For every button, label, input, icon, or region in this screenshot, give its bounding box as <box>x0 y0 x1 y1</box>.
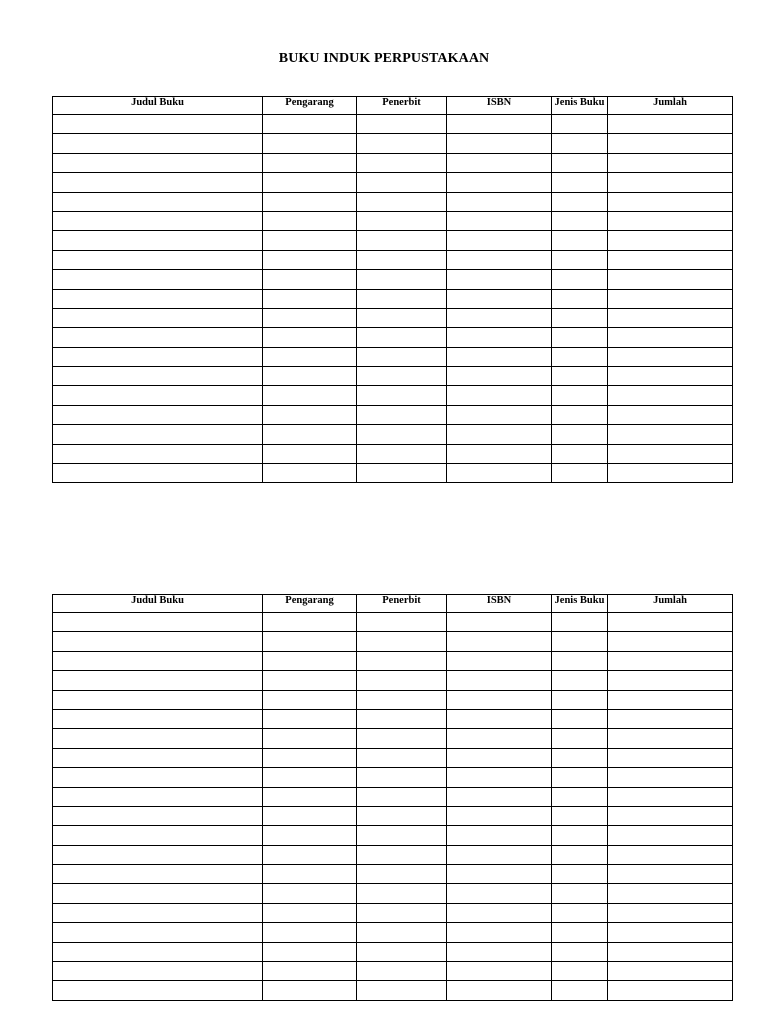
table-cell-penerbit <box>357 386 447 405</box>
column-header-judul-buku: Judul Buku <box>53 97 263 115</box>
table-cell-jenis-buku <box>552 153 608 172</box>
table-row <box>53 884 733 903</box>
table-cell-pengarang <box>263 845 357 864</box>
table-row <box>53 729 733 748</box>
table-cell-isbn <box>447 231 552 250</box>
table-cell-jenis-buku <box>552 729 608 748</box>
table-row <box>53 405 733 424</box>
table-cell-jumlah <box>608 464 733 483</box>
table-row <box>53 942 733 961</box>
table-cell-pengarang <box>263 386 357 405</box>
table-cell-judul-buku <box>53 690 263 709</box>
table-cell-isbn <box>447 250 552 269</box>
table-cell-isbn <box>447 632 552 651</box>
table-cell-isbn <box>447 865 552 884</box>
table-cell-pengarang <box>263 231 357 250</box>
table-cell-isbn <box>447 270 552 289</box>
table-cell-jenis-buku <box>552 613 608 632</box>
table-cell-jenis-buku <box>552 173 608 192</box>
table-cell-jumlah <box>608 405 733 424</box>
table-cell-penerbit <box>357 308 447 327</box>
table-cell-pengarang <box>263 768 357 787</box>
table-cell-pengarang <box>263 942 357 961</box>
column-header-jenis-buku: Jenis Buku <box>552 595 608 613</box>
table-cell-penerbit <box>357 748 447 767</box>
table-cell-judul-buku <box>53 729 263 748</box>
table-cell-isbn <box>447 386 552 405</box>
table-row <box>53 806 733 825</box>
table-cell-isbn <box>447 444 552 463</box>
column-header-jumlah: Jumlah <box>608 595 733 613</box>
table-cell-judul-buku <box>53 134 263 153</box>
table-cell-jumlah <box>608 806 733 825</box>
table-cell-judul-buku <box>53 405 263 424</box>
table-row <box>53 748 733 767</box>
table-cell-jenis-buku <box>552 211 608 230</box>
table-cell-isbn <box>447 289 552 308</box>
table-cell-jumlah <box>608 613 733 632</box>
table-cell-jumlah <box>608 270 733 289</box>
table-cell-jenis-buku <box>552 115 608 134</box>
table-cell-isbn <box>447 651 552 670</box>
table-cell-pengarang <box>263 884 357 903</box>
table-cell-isbn <box>447 826 552 845</box>
table-cell-judul-buku <box>53 115 263 134</box>
table-cell-judul-buku <box>53 845 263 864</box>
table-cell-isbn <box>447 962 552 981</box>
table-cell-penerbit <box>357 884 447 903</box>
table-row <box>53 632 733 651</box>
table-cell-pengarang <box>263 671 357 690</box>
table-cell-pengarang <box>263 981 357 1000</box>
table-cell-isbn <box>447 115 552 134</box>
table-row <box>53 328 733 347</box>
table-row <box>53 981 733 1000</box>
table-cell-pengarang <box>263 425 357 444</box>
table-cell-jumlah <box>608 192 733 211</box>
table-cell-judul-buku <box>53 308 263 327</box>
table-cell-jumlah <box>608 884 733 903</box>
table-cell-penerbit <box>357 923 447 942</box>
column-header-jumlah: Jumlah <box>608 97 733 115</box>
table-cell-pengarang <box>263 192 357 211</box>
table-row <box>53 709 733 728</box>
table-cell-pengarang <box>263 347 357 366</box>
table-cell-jumlah <box>608 962 733 981</box>
table-cell-judul-buku <box>53 231 263 250</box>
table-cell-pengarang <box>263 826 357 845</box>
table-cell-penerbit <box>357 768 447 787</box>
table-cell-penerbit <box>357 709 447 728</box>
table-cell-pengarang <box>263 308 357 327</box>
table-cell-judul-buku <box>53 903 263 922</box>
table-cell-jumlah <box>608 250 733 269</box>
table-row <box>53 386 733 405</box>
table-cell-isbn <box>447 981 552 1000</box>
table-cell-penerbit <box>357 903 447 922</box>
table-cell-pengarang <box>263 250 357 269</box>
table-cell-pengarang <box>263 211 357 230</box>
table-cell-jumlah <box>608 942 733 961</box>
table-cell-jenis-buku <box>552 464 608 483</box>
table-cell-judul-buku <box>53 289 263 308</box>
table-cell-penerbit <box>357 270 447 289</box>
table-row <box>53 289 733 308</box>
table-cell-penerbit <box>357 134 447 153</box>
table-row <box>53 464 733 483</box>
table-cell-isbn <box>447 884 552 903</box>
column-header-judul-buku: Judul Buku <box>53 595 263 613</box>
table-row <box>53 690 733 709</box>
table-cell-jenis-buku <box>552 962 608 981</box>
table-cell-pengarang <box>263 923 357 942</box>
table-row <box>53 192 733 211</box>
table-cell-judul-buku <box>53 787 263 806</box>
table-cell-isbn <box>447 787 552 806</box>
table-cell-jumlah <box>608 115 733 134</box>
table-cell-penerbit <box>357 671 447 690</box>
table-cell-pengarang <box>263 173 357 192</box>
table-body <box>53 613 733 1001</box>
table-cell-judul-buku <box>53 962 263 981</box>
table-cell-judul-buku <box>53 153 263 172</box>
table-cell-isbn <box>447 748 552 767</box>
table-cell-penerbit <box>357 347 447 366</box>
table-cell-jenis-buku <box>552 134 608 153</box>
table-cell-pengarang <box>263 729 357 748</box>
table-cell-jenis-buku <box>552 826 608 845</box>
table-cell-judul-buku <box>53 826 263 845</box>
table-cell-jumlah <box>608 289 733 308</box>
table-cell-penerbit <box>357 289 447 308</box>
table-cell-pengarang <box>263 153 357 172</box>
table-cell-jenis-buku <box>552 250 608 269</box>
column-header-jenis-buku: Jenis Buku <box>552 97 608 115</box>
table-cell-isbn <box>447 903 552 922</box>
table-body <box>53 115 733 483</box>
table-row <box>53 444 733 463</box>
table-cell-jumlah <box>608 153 733 172</box>
table-cell-pengarang <box>263 367 357 386</box>
table-row <box>53 153 733 172</box>
table-row <box>53 923 733 942</box>
table-cell-jenis-buku <box>552 690 608 709</box>
table-cell-jenis-buku <box>552 289 608 308</box>
table-cell-isbn <box>447 367 552 386</box>
table-cell-penerbit <box>357 962 447 981</box>
table-cell-pengarang <box>263 405 357 424</box>
table-row <box>53 651 733 670</box>
table-cell-isbn <box>447 153 552 172</box>
table-cell-jenis-buku <box>552 787 608 806</box>
book-ledger-table <box>52 96 733 483</box>
table-cell-jumlah <box>608 632 733 651</box>
table-cell-jumlah <box>608 729 733 748</box>
table-cell-jumlah <box>608 903 733 922</box>
table-cell-jenis-buku <box>552 347 608 366</box>
table-cell-penerbit <box>357 981 447 1000</box>
table-cell-jenis-buku <box>552 865 608 884</box>
column-header-pengarang: Pengarang <box>263 97 357 115</box>
table-cell-jenis-buku <box>552 942 608 961</box>
table-cell-isbn <box>447 211 552 230</box>
table-header-row <box>53 595 733 613</box>
table-cell-penerbit <box>357 845 447 864</box>
table-cell-penerbit <box>357 632 447 651</box>
table-cell-jumlah <box>608 328 733 347</box>
table-cell-judul-buku <box>53 981 263 1000</box>
table-cell-isbn <box>447 464 552 483</box>
table-cell-jumlah <box>608 651 733 670</box>
table-cell-isbn <box>447 134 552 153</box>
table-cell-judul-buku <box>53 942 263 961</box>
table-row <box>53 347 733 366</box>
table-cell-jumlah <box>608 425 733 444</box>
table-cell-judul-buku <box>53 270 263 289</box>
table-cell-pengarang <box>263 270 357 289</box>
table-cell-isbn <box>447 405 552 424</box>
table-row <box>53 173 733 192</box>
table-cell-penerbit <box>357 865 447 884</box>
table-cell-penerbit <box>357 367 447 386</box>
table-cell-jumlah <box>608 768 733 787</box>
table-cell-judul-buku <box>53 425 263 444</box>
table-cell-jumlah <box>608 671 733 690</box>
table-cell-penerbit <box>357 787 447 806</box>
table-cell-jumlah <box>608 787 733 806</box>
table-cell-judul-buku <box>53 250 263 269</box>
table-cell-penerbit <box>357 651 447 670</box>
table-cell-jumlah <box>608 845 733 864</box>
table-cell-jenis-buku <box>552 806 608 825</box>
table-cell-jenis-buku <box>552 845 608 864</box>
table-cell-jenis-buku <box>552 328 608 347</box>
table-cell-pengarang <box>263 651 357 670</box>
table-cell-isbn <box>447 308 552 327</box>
table-cell-judul-buku <box>53 923 263 942</box>
table-cell-judul-buku <box>53 173 263 192</box>
column-header-penerbit: Penerbit <box>357 97 447 115</box>
table-cell-isbn <box>447 328 552 347</box>
table-cell-jumlah <box>608 231 733 250</box>
table-cell-isbn <box>447 709 552 728</box>
table-cell-pengarang <box>263 748 357 767</box>
table-cell-jenis-buku <box>552 709 608 728</box>
table-cell-penerbit <box>357 425 447 444</box>
table-cell-jenis-buku <box>552 632 608 651</box>
table-cell-pengarang <box>263 115 357 134</box>
table-cell-isbn <box>447 845 552 864</box>
table-cell-isbn <box>447 806 552 825</box>
table-row <box>53 367 733 386</box>
table-cell-penerbit <box>357 729 447 748</box>
table-cell-jenis-buku <box>552 923 608 942</box>
table-row <box>53 425 733 444</box>
table-cell-pengarang <box>263 632 357 651</box>
table-cell-pengarang <box>263 903 357 922</box>
table-cell-jumlah <box>608 923 733 942</box>
table-cell-jenis-buku <box>552 981 608 1000</box>
table-row <box>53 962 733 981</box>
table-cell-penerbit <box>357 173 447 192</box>
table-cell-pengarang <box>263 613 357 632</box>
table-cell-penerbit <box>357 153 447 172</box>
table-cell-isbn <box>447 690 552 709</box>
table-row <box>53 845 733 864</box>
table-cell-jenis-buku <box>552 308 608 327</box>
table-cell-jumlah <box>608 347 733 366</box>
table-header-row <box>53 97 733 115</box>
table-cell-jumlah <box>608 367 733 386</box>
table-row <box>53 787 733 806</box>
table-cell-judul-buku <box>53 444 263 463</box>
table-cell-jenis-buku <box>552 367 608 386</box>
table-cell-jenis-buku <box>552 425 608 444</box>
table-cell-isbn <box>447 347 552 366</box>
table-cell-jumlah <box>608 981 733 1000</box>
table-cell-jenis-buku <box>552 748 608 767</box>
table-cell-judul-buku <box>53 613 263 632</box>
table-row <box>53 270 733 289</box>
table-cell-isbn <box>447 942 552 961</box>
table-row <box>53 115 733 134</box>
table-cell-judul-buku <box>53 367 263 386</box>
table-row <box>53 613 733 632</box>
table-cell-jenis-buku <box>552 884 608 903</box>
table-cell-jenis-buku <box>552 651 608 670</box>
table-cell-pengarang <box>263 134 357 153</box>
table-cell-judul-buku <box>53 806 263 825</box>
table-cell-jumlah <box>608 444 733 463</box>
table-cell-penerbit <box>357 405 447 424</box>
table-cell-penerbit <box>357 613 447 632</box>
table-cell-isbn <box>447 768 552 787</box>
table-row <box>53 211 733 230</box>
table-row <box>53 768 733 787</box>
table-cell-pengarang <box>263 865 357 884</box>
table-row <box>53 903 733 922</box>
table-cell-pengarang <box>263 328 357 347</box>
table-cell-jumlah <box>608 173 733 192</box>
table-row <box>53 865 733 884</box>
table-cell-judul-buku <box>53 347 263 366</box>
table-cell-jenis-buku <box>552 405 608 424</box>
table-cell-judul-buku <box>53 768 263 787</box>
table-cell-jenis-buku <box>552 192 608 211</box>
table-cell-judul-buku <box>53 709 263 728</box>
table-cell-isbn <box>447 173 552 192</box>
table-cell-isbn <box>447 192 552 211</box>
table-cell-judul-buku <box>53 464 263 483</box>
table-cell-penerbit <box>357 690 447 709</box>
table-row <box>53 308 733 327</box>
table-cell-judul-buku <box>53 884 263 903</box>
table-cell-pengarang <box>263 806 357 825</box>
table-cell-pengarang <box>263 444 357 463</box>
column-header-penerbit: Penerbit <box>357 595 447 613</box>
table-cell-judul-buku <box>53 211 263 230</box>
table-cell-judul-buku <box>53 865 263 884</box>
table-row <box>53 134 733 153</box>
book-ledger-table <box>52 594 733 1001</box>
table-cell-jumlah <box>608 748 733 767</box>
column-header-isbn: ISBN <box>447 595 552 613</box>
column-header-pengarang: Pengarang <box>263 595 357 613</box>
table-cell-jenis-buku <box>552 231 608 250</box>
table-cell-pengarang <box>263 709 357 728</box>
table-cell-penerbit <box>357 806 447 825</box>
table-cell-pengarang <box>263 962 357 981</box>
table-cell-penerbit <box>357 250 447 269</box>
table-cell-jumlah <box>608 134 733 153</box>
table-row <box>53 250 733 269</box>
table-cell-jumlah <box>608 386 733 405</box>
table-cell-isbn <box>447 729 552 748</box>
table-cell-penerbit <box>357 328 447 347</box>
table-cell-jenis-buku <box>552 671 608 690</box>
table-cell-pengarang <box>263 289 357 308</box>
table-cell-penerbit <box>357 115 447 134</box>
table-cell-judul-buku <box>53 386 263 405</box>
table-cell-penerbit <box>357 211 447 230</box>
table-cell-penerbit <box>357 192 447 211</box>
table-cell-penerbit <box>357 444 447 463</box>
table-cell-jumlah <box>608 865 733 884</box>
column-header-isbn: ISBN <box>447 97 552 115</box>
table-cell-jumlah <box>608 826 733 845</box>
table-cell-judul-buku <box>53 328 263 347</box>
table-cell-penerbit <box>357 826 447 845</box>
table-cell-pengarang <box>263 787 357 806</box>
table-cell-pengarang <box>263 464 357 483</box>
table-cell-judul-buku <box>53 748 263 767</box>
page-title: BUKU INDUK PERPUSTAKAAN <box>278 51 490 66</box>
table-cell-jenis-buku <box>552 270 608 289</box>
table-row <box>53 826 733 845</box>
table-cell-pengarang <box>263 690 357 709</box>
table-cell-isbn <box>447 613 552 632</box>
table-cell-jenis-buku <box>552 444 608 463</box>
table-cell-jumlah <box>608 211 733 230</box>
table-cell-jumlah <box>608 709 733 728</box>
table-cell-judul-buku <box>53 192 263 211</box>
table-cell-judul-buku <box>53 632 263 651</box>
table-cell-isbn <box>447 923 552 942</box>
table-cell-judul-buku <box>53 651 263 670</box>
table-cell-penerbit <box>357 231 447 250</box>
table-cell-jumlah <box>608 690 733 709</box>
table-cell-isbn <box>447 425 552 444</box>
table-cell-judul-buku <box>53 671 263 690</box>
table-cell-penerbit <box>357 464 447 483</box>
table-cell-jumlah <box>608 308 733 327</box>
table-cell-penerbit <box>357 942 447 961</box>
table-cell-jenis-buku <box>552 386 608 405</box>
table-cell-isbn <box>447 671 552 690</box>
table-cell-jenis-buku <box>552 768 608 787</box>
table-row <box>53 231 733 250</box>
table-cell-jenis-buku <box>552 903 608 922</box>
table-row <box>53 671 733 690</box>
